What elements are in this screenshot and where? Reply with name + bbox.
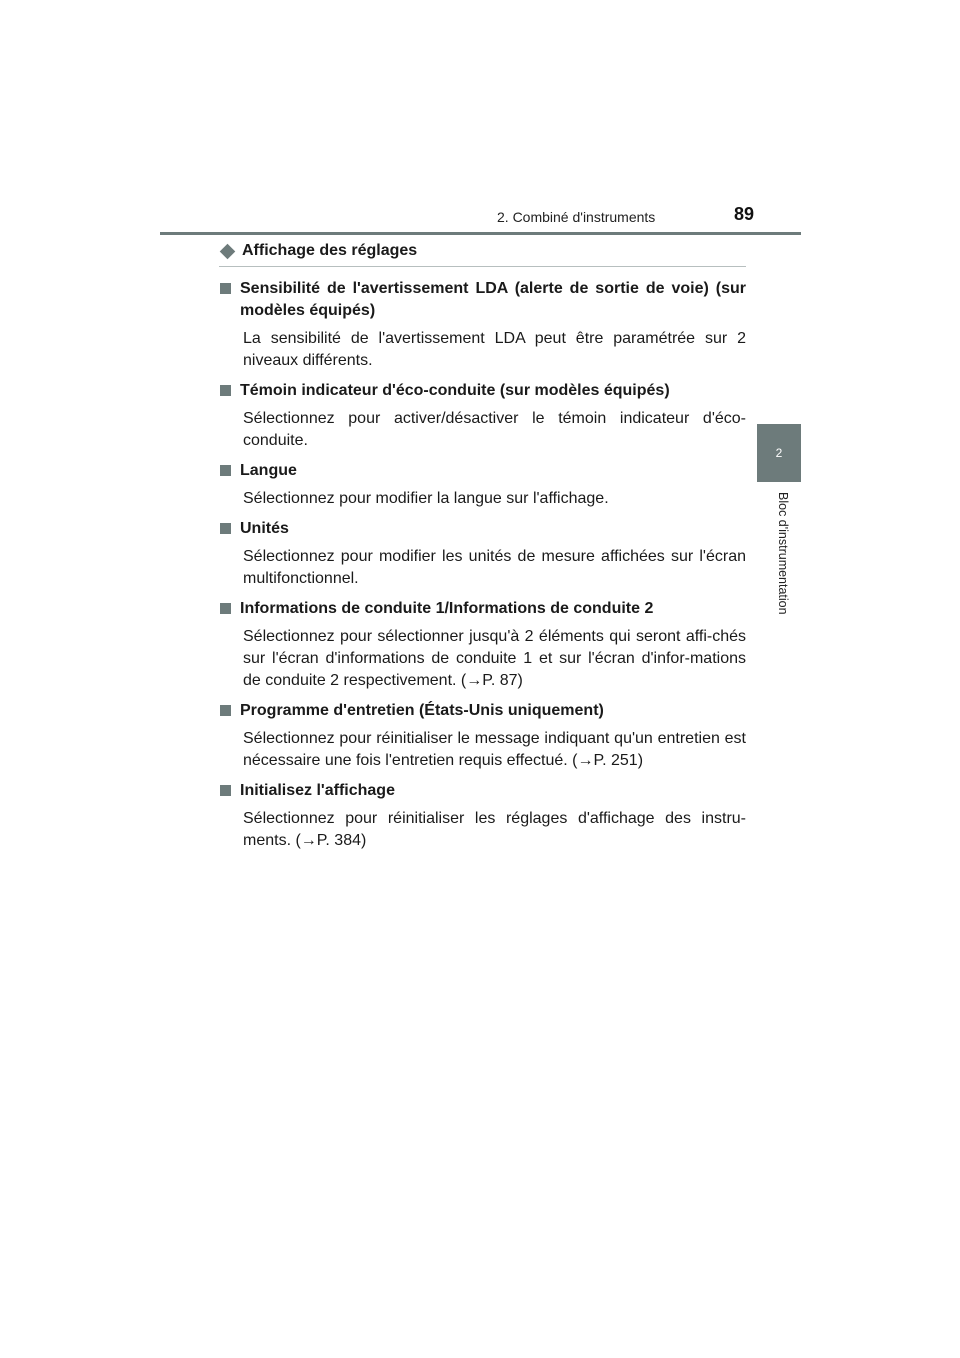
chapter-label: Bloc d'instrumentation (776, 492, 790, 615)
square-bullet-icon (220, 705, 231, 716)
item-title: Programme d'entretien (États-Unis uniquement) (240, 702, 604, 719)
list-item (219, 460, 746, 510)
chapter-tab: 2 (757, 424, 801, 482)
item-description: Sélectionnez pour réinitialiser les réglages d'affichage des instru-ments. (→P. 384) (243, 810, 746, 849)
page-number: 89 (734, 204, 755, 224)
header-rule (160, 232, 801, 235)
item-heading (219, 518, 746, 540)
item-heading (219, 278, 746, 322)
item-description: Sélectionnez pour modifier la langue sur l'affichage. (243, 490, 609, 507)
content (219, 240, 746, 860)
square-bullet-icon (220, 785, 231, 796)
item-description: Sélectionnez pour modifier les unités de mesure affichées sur l'écran multifonctionnel. (243, 548, 746, 587)
section-title: Affichage des réglages (242, 242, 418, 259)
diamond-icon (220, 243, 236, 259)
item-description: Sélectionnez pour réinitialiser le message indiquant qu'un entretien est nécessaire une fois l'entretien requis effectué. (→P. 251) (243, 730, 746, 769)
item-description: La sensibilité de l'avertissement LDA peut être paramétrée sur 2 niveaux différents. (243, 330, 746, 369)
item-title: Initialisez l'affichage (240, 782, 395, 799)
square-bullet-icon (220, 465, 231, 476)
list-item (219, 700, 746, 772)
item-description: Sélectionnez pour sélectionner jusqu'à 2 éléments qui seront affi-chés sur l'écran d'informations de conduite 1 et sur l'écran d'infor-mations de conduite 2 respectivement. (→P. 87) (243, 628, 746, 689)
square-bullet-icon (220, 603, 231, 614)
header-title: 2. Combiné d'instruments (497, 209, 656, 225)
item-heading (219, 780, 746, 802)
item-heading (219, 598, 746, 620)
item-title: Langue (240, 462, 297, 479)
item-title: Informations de conduite 1/Informations de conduite 2 (240, 600, 654, 617)
list-item (219, 518, 746, 590)
item-heading (219, 460, 746, 482)
section-heading (219, 240, 746, 267)
item-description: Sélectionnez pour activer/désactiver le témoin indicateur d'éco-conduite. (243, 410, 746, 449)
list-item (219, 598, 746, 692)
item-title: Sensibilité de l'avertissement LDA (alerte de sortie de voie) (sur modèles équipés) (240, 280, 746, 319)
list-item (219, 780, 746, 852)
list-item (219, 278, 746, 372)
item-heading (219, 380, 746, 402)
item-title: Témoin indicateur d'éco-conduite (sur modèles équipés) (240, 382, 670, 399)
list-item (219, 380, 746, 452)
square-bullet-icon (220, 283, 231, 294)
item-heading (219, 700, 746, 722)
square-bullet-icon (220, 385, 231, 396)
item-title: Unités (240, 520, 289, 537)
square-bullet-icon (220, 523, 231, 534)
